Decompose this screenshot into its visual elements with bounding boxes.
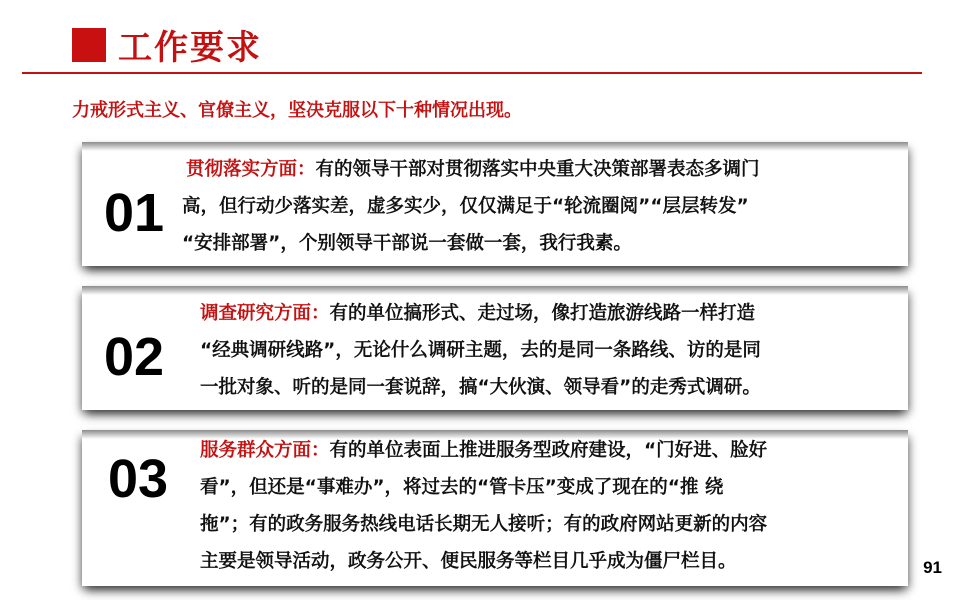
card-heading: 贯彻落实方面： xyxy=(186,159,316,180)
card-line: “安排部署”，个别领导干部说一套做一套，我行我素。 xyxy=(182,233,632,254)
page-title: 工作要求 xyxy=(118,28,262,68)
card-line: 一批对象、听的是同一套说辞，搞“大伙演、领导看”的走秀式调研。 xyxy=(200,377,761,398)
requirement-card-01 xyxy=(82,142,908,266)
card-line: 看”，但还是“事难办”，将过去的“管卡压”变成了现在的“推 绕 xyxy=(200,477,724,498)
card-text xyxy=(182,151,760,262)
card-number: 01 xyxy=(104,183,165,243)
card-number: 02 xyxy=(104,327,165,387)
card-line: “经典调研线路”，无论什么调研主题，去的是同一条路线、访的是同 xyxy=(200,340,761,361)
requirement-card-03 xyxy=(82,430,908,586)
card-text xyxy=(200,295,761,406)
card-line: 高，但行动少落实差，虚多实少，仅仅满足于“轮流圈阅”“层层转发” xyxy=(182,196,749,217)
card-line: 主要是领导活动，政务公开、便民服务等栏目几乎成为僵尸栏目。 xyxy=(200,551,737,572)
card-line: 拖”；有的政务服务热线电话长期无人接听；有的政府网站更新的内容 xyxy=(200,514,768,535)
requirement-card-02 xyxy=(82,286,908,410)
page-number: 91 xyxy=(923,558,942,577)
card-number: 03 xyxy=(108,449,169,509)
card-line: 服务群众方面：有的单位表面上推进服务型政府建设，“门好进、脸好 xyxy=(200,440,768,461)
subtitle: 力戒形式主义、官僚主义，坚决克服以下十种情况出现。 xyxy=(72,100,522,121)
card-text xyxy=(200,432,767,580)
title-divider xyxy=(22,72,922,74)
card-line: 调查研究方面：有的单位搞形式、走过场，像打造旅游线路一样打造 xyxy=(200,303,756,324)
card-heading: 服务群众方面： xyxy=(200,440,330,461)
card-line: 贯彻落实方面：有的领导干部对贯彻落实中央重大决策部署表态多调门 xyxy=(186,159,760,180)
title-square-marker xyxy=(72,28,106,62)
card-heading: 调查研究方面： xyxy=(200,303,330,324)
